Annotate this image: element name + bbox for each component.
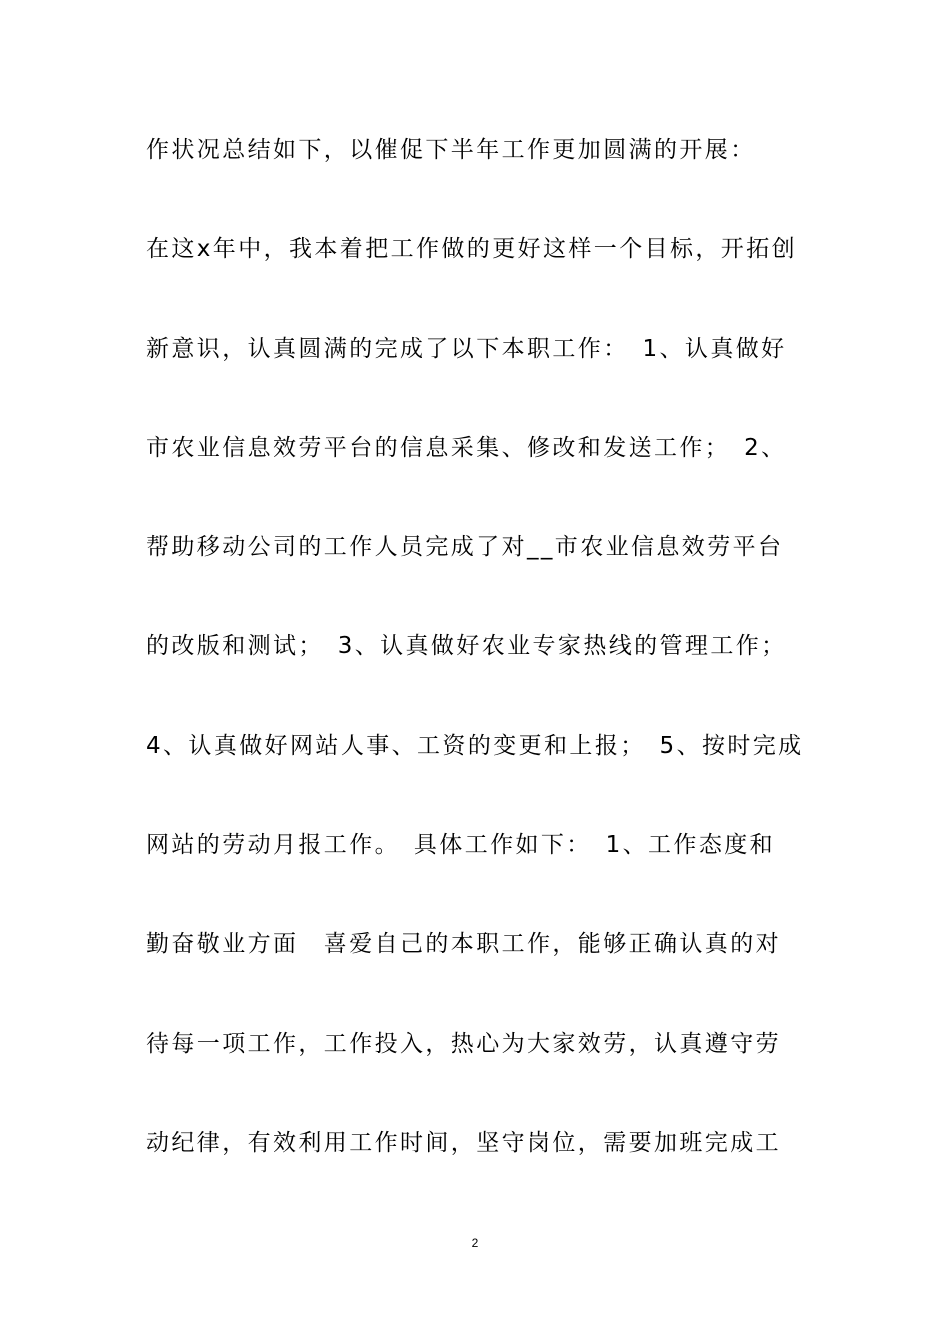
text-line: 帮助移动公司的工作人员完成了对__市农业信息效劳平台: [146, 534, 784, 561]
text-line: 4、认真做好网站人事、工资的变更和上报； 5、按时完成: [146, 732, 804, 759]
text-line: 市农业信息效劳平台的信息采集、修改和发送工作； 2、: [146, 434, 787, 461]
text-line: 勤奋敬业方面 喜爱自己的本职工作，能够正确认真的对: [146, 931, 781, 958]
text-line: 新意识，认真圆满的完成了以下本职工作： 1、认真做好: [146, 335, 787, 362]
text-line: 动纪律，有效利用工作时间，坚守岗位，需要加班完成工: [146, 1129, 781, 1156]
text-line: 作状况总结如下，以催促下半年工作更加圆满的开展：: [146, 137, 756, 163]
text-line: 的改版和测试； 3、认真做好农业专家热线的管理工作；: [146, 633, 787, 660]
text-line: 待每一项工作，工作投入，热心为大家效劳，认真遵守劳: [146, 1030, 781, 1057]
page-number: 2: [471, 1236, 479, 1250]
body-text: [146, 126, 808, 1218]
text-line: 网站的劳动月报工作。 具体工作如下： 1、工作态度和: [146, 832, 776, 859]
text-line: 在这x年中，我本着把工作做的更好这样一个目标，开拓创: [146, 236, 798, 263]
